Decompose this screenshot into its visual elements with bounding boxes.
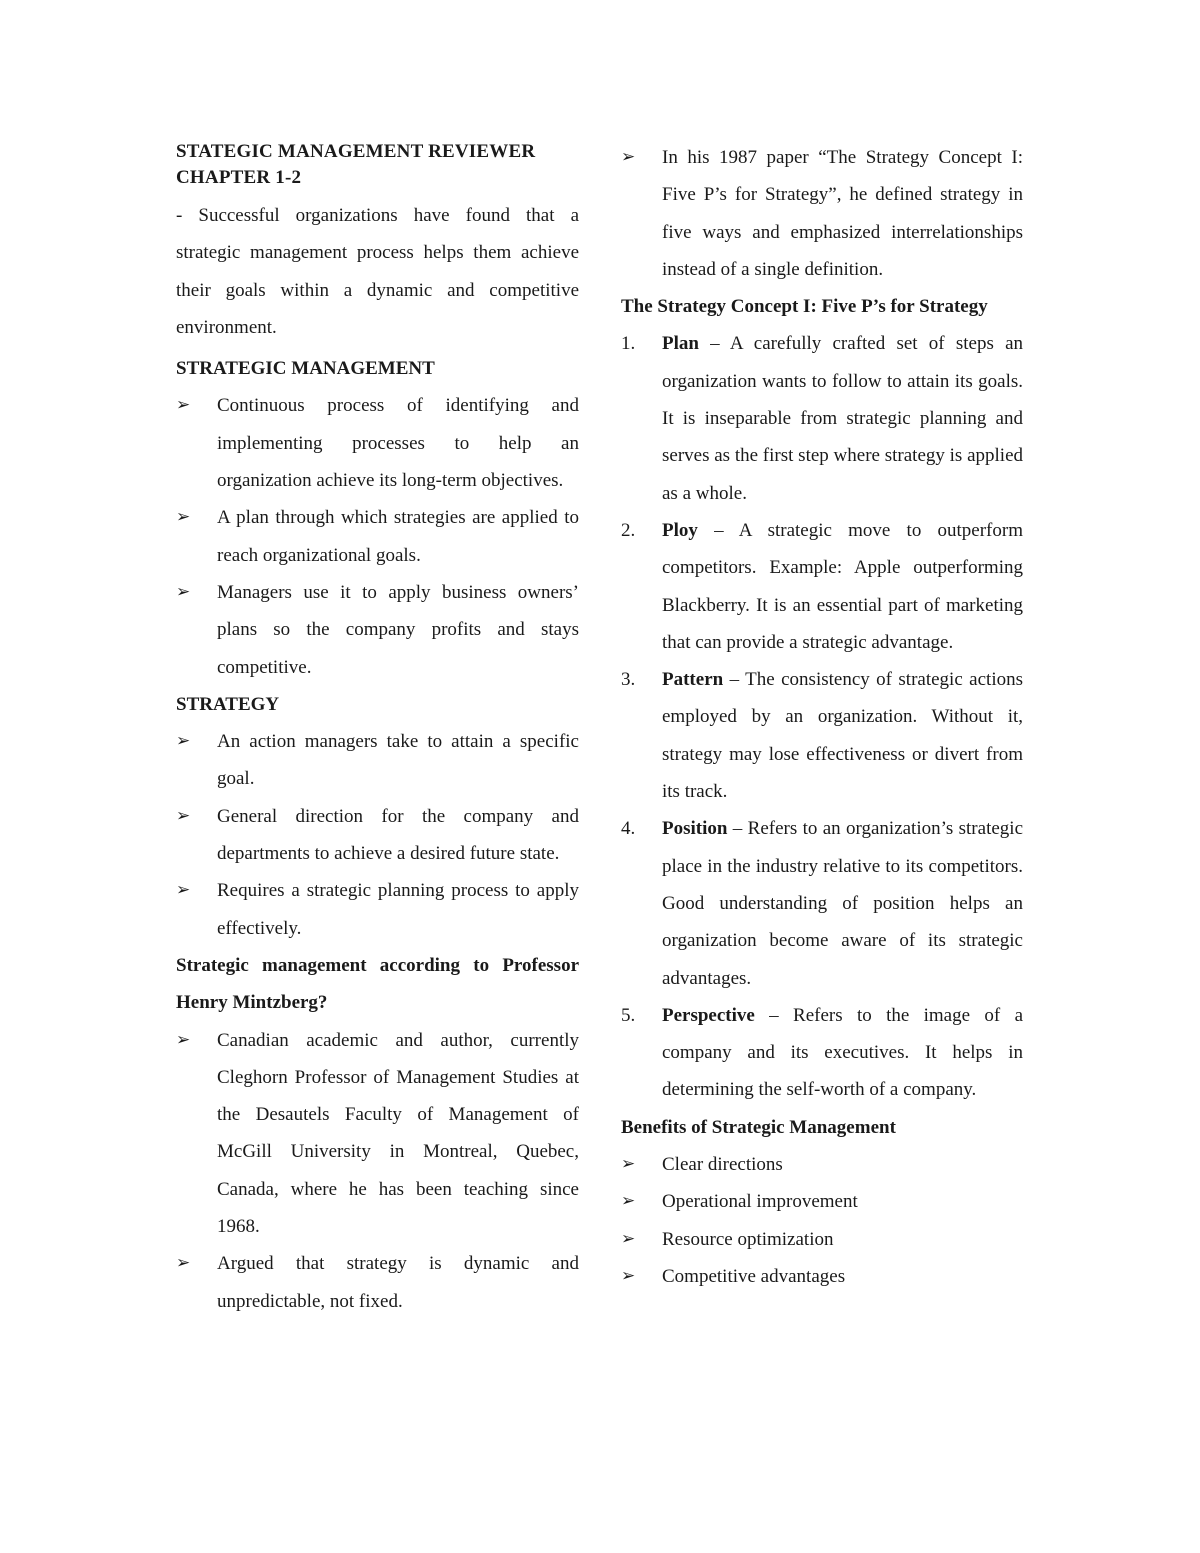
list-item: 5. Perspective – Refers to the image of a company and its executives. It helps in determining the self-worth of a company.: [621, 997, 1023, 1109]
list-number: 1.: [621, 333, 636, 355]
heading-benefits: Benefits of Strategic Management: [621, 1116, 896, 1138]
title-line-2: CHAPTER 1-2: [176, 167, 302, 188]
arrow-bullet-icon: ➢: [621, 1265, 636, 1286]
heading-five-ps: The Strategy Concept I: Five P’s for Strategy: [621, 296, 988, 318]
list-strategy: [176, 723, 579, 947]
intro-paragraph: - Successful organizations have found that a strategic management process helps them achieve their goals within a dynamic and competitive environment.: [176, 205, 579, 338]
arrow-bullet-icon: ➢: [176, 1253, 191, 1274]
list-number: 5.: [621, 1004, 636, 1026]
list-mintzberg: [176, 1022, 579, 1320]
list-item: ➢ Argued that strategy is dynamic and unpredictable, not fixed.: [176, 1245, 579, 1320]
list-strategic-management: [176, 387, 579, 685]
term-position: Position: [662, 818, 728, 840]
list-item: 4. Position – Refers to an organization’s strategic place in the industry relative to its competitors. Good understanding of position helps an organization become aware of its strategic advantages.: [621, 810, 1023, 996]
list-item: 1. Plan – A carefully crafted set of steps an organization wants to follow to attain its goals. It is inseparable from strategic planning and serves as the first step where strategy is applied as a whole.: [621, 325, 1023, 511]
arrow-bullet-icon: ➢: [621, 1154, 636, 1175]
list-item: 3. Pattern – The consistency of strategic actions employed by an organization. Without it, strategy may lose effectiveness or divert from its track.: [621, 661, 1023, 810]
list-item: ➢ General direction for the company and departments to achieve a desired future state.: [176, 798, 579, 873]
arrow-bullet-icon: ➢: [621, 1228, 636, 1249]
list-paper-intro: [621, 139, 1023, 288]
heading-strategic-management: STRATEGIC MANAGEMENT: [176, 358, 435, 380]
list-item: ➢ An action managers take to attain a specific goal.: [176, 723, 579, 798]
arrow-bullet-icon: ➢: [176, 731, 191, 752]
list-item: ➢ Operational improvement: [621, 1183, 1023, 1220]
list-item: ➢ Competitive advantages: [621, 1258, 1023, 1295]
list-number: 3.: [621, 669, 636, 691]
list-five-ps: [621, 325, 1023, 1108]
list-item: ➢ Canadian academic and author, currently Cleghorn Professor of Management Studies at the Desautels Faculty of Management of McGill University in Montreal, Quebec, Canada, where he has been teaching since 1968.: [176, 1022, 579, 1246]
heading-mintzberg: Strategic management according to Professor Henry Mintzberg?: [176, 954, 579, 1014]
list-item: ➢ In his 1987 paper “The Strategy Concept I: Five P’s for Strategy”, he defined strategy in five ways and emphasized interrelationships instead of a single definition.: [621, 139, 1023, 288]
left-column: [176, 139, 579, 1320]
arrow-bullet-icon: ➢: [176, 581, 191, 602]
arrow-bullet-icon: ➢: [176, 507, 191, 528]
list-item: 2. Ploy – A strategic move to outperform competitors. Example: Apple outperforming Blackberry. It is an essential part of marketing that can provide a strategic advantage.: [621, 512, 1023, 661]
title-line-1: STATEGIC MANAGEMENT REVIEWER: [176, 141, 536, 162]
term-plan: Plan: [662, 333, 699, 355]
list-number: 4.: [621, 818, 636, 840]
heading-strategy: STRATEGY: [176, 693, 280, 715]
list-benefits: [621, 1146, 1023, 1295]
list-item: ➢ Requires a strategic planning process to apply effectively.: [176, 872, 579, 947]
list-item: ➢ Clear directions: [621, 1146, 1023, 1183]
document-title: [176, 139, 579, 191]
list-item: ➢ Resource optimization: [621, 1221, 1023, 1258]
list-number: 2.: [621, 519, 636, 541]
list-item: ➢ Continuous process of identifying and implementing processes to help an organization achieve its long-term objectives.: [176, 387, 579, 499]
arrow-bullet-icon: ➢: [176, 1029, 191, 1050]
term-perspective: Perspective: [662, 1004, 755, 1026]
list-item: ➢ Managers use it to apply business owners’ plans so the company profits and stays competitive.: [176, 574, 579, 686]
arrow-bullet-icon: ➢: [176, 395, 191, 416]
arrow-bullet-icon: ➢: [621, 147, 636, 167]
list-item: ➢ A plan through which strategies are applied to reach organizational goals.: [176, 499, 579, 574]
arrow-bullet-icon: ➢: [176, 805, 191, 826]
term-pattern: Pattern: [662, 669, 724, 691]
right-column: [621, 139, 1023, 1295]
arrow-bullet-icon: ➢: [176, 880, 191, 901]
term-ploy: Ploy: [662, 519, 698, 541]
arrow-bullet-icon: ➢: [621, 1191, 636, 1212]
